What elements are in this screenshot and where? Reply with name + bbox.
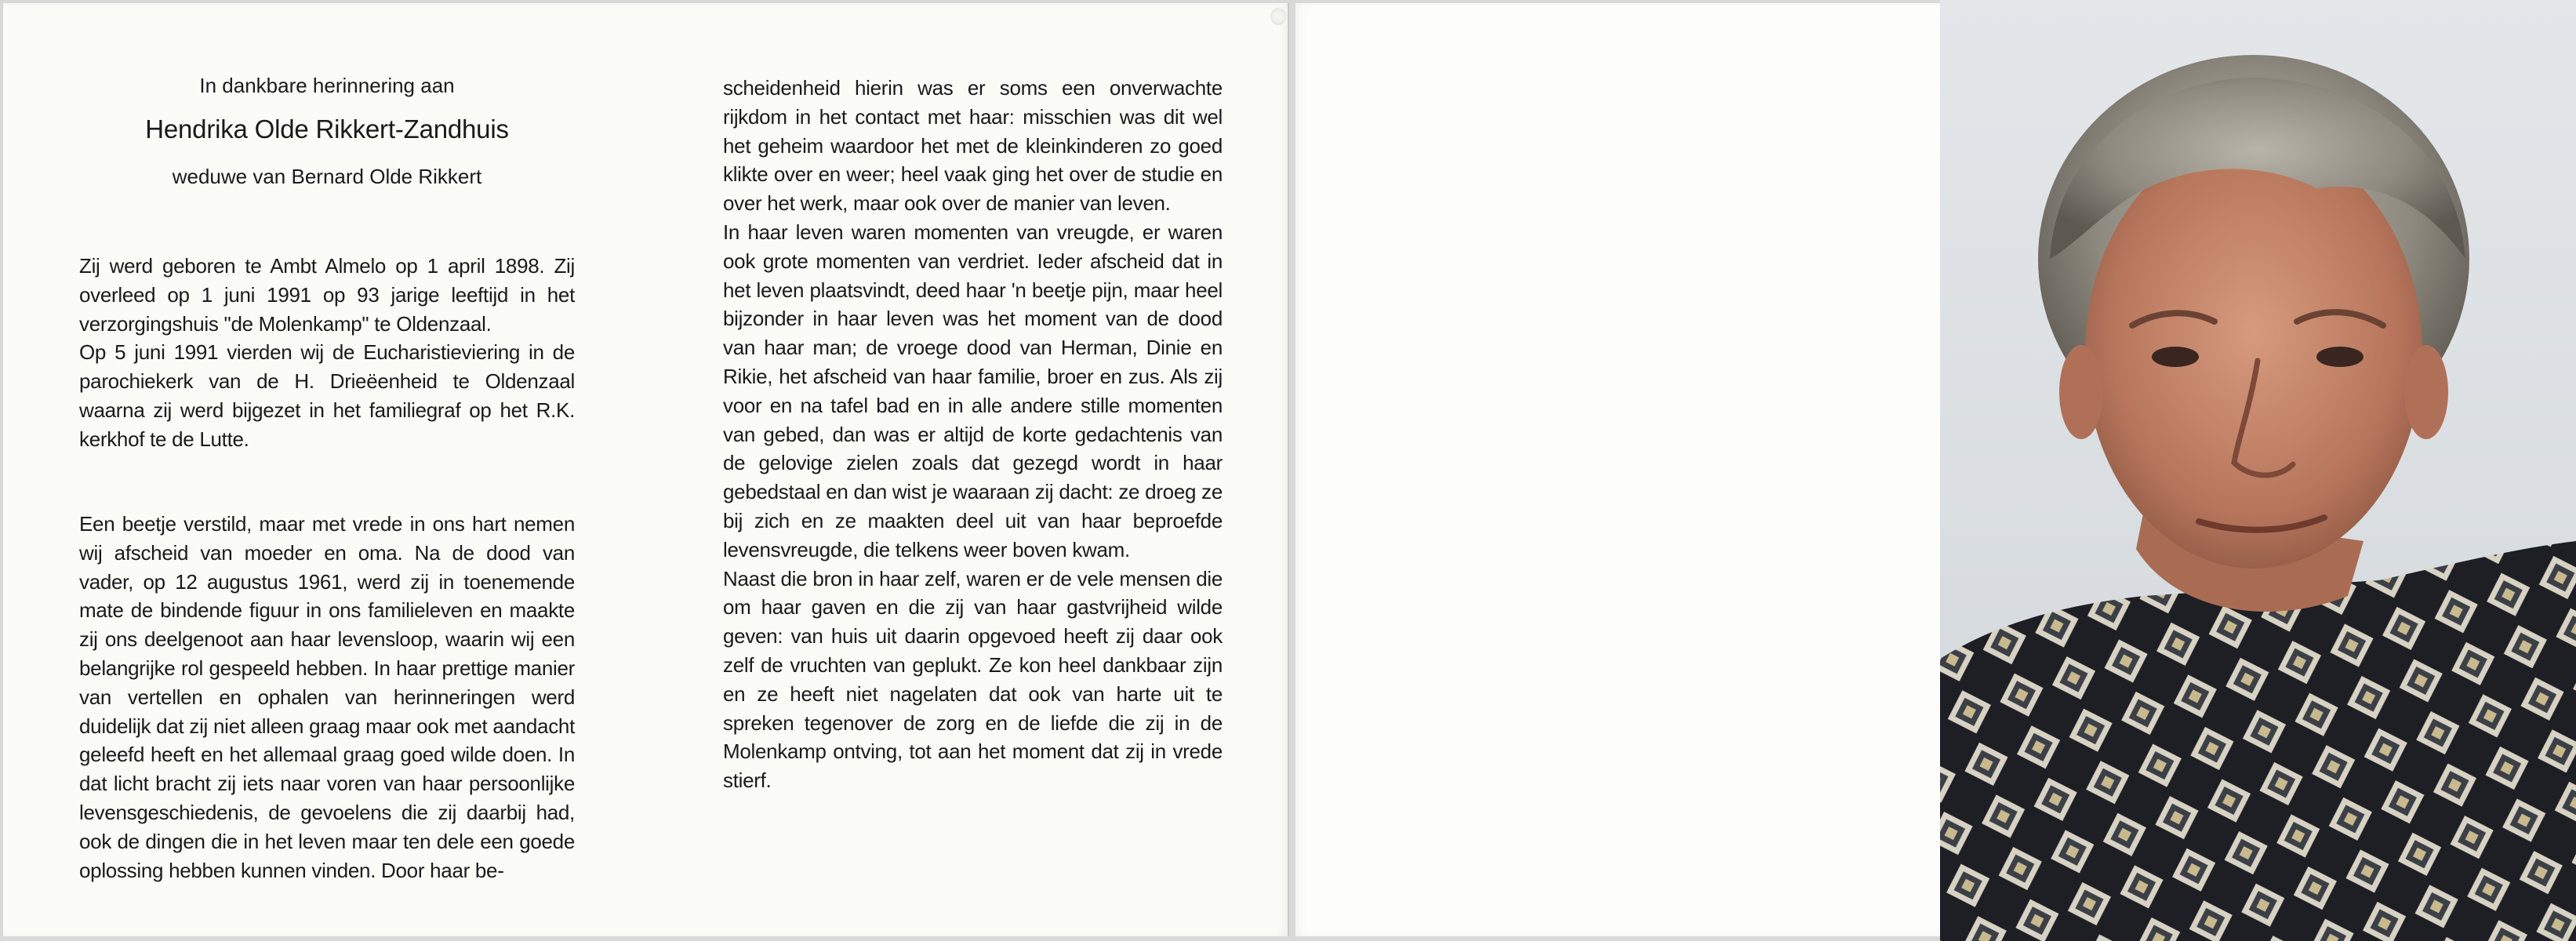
eulogy-text-2: scheidenheid hierin was er soms een onverwachte rijkdom in het contact met haar: misschien was dit wel het geheim waardoor het met de kleinkinderen zo goed klikte over en weer; heel vaak ging het over de studie en over het werk, maar ook over de manier van leven. — [723, 76, 1223, 216]
eulogy-text-1: Een beetje verstild, maar met vrede in ons hart nemen wij afscheid van moeder en oma. Na de dood van vader, op 12 augustus 1961, werd zij in toenemende mate de bindende figuur in ons familieleven en maakte zij ons deelgenoot aan haar levensloop, waarin wij een belangrijke rol gespeeld hebben. In haar prettige manier van vertellen en ophalen van herinneringen werd duidelijk dat zij niet alleen graag maar ook met aandacht geleefd heeft en het allemaal graag goed wilde doen. In dat licht bracht zij iets naar voren van haar persoonlijke levensgeschiedenis, de gevoelens die zij daarbij had, ook de dingen die in het leven maar ten dele een goede oplossing hebben kunnen vinden. Door haar be- — [79, 512, 575, 882]
text-column-right — [723, 74, 1223, 795]
fold-mark — [1270, 8, 1286, 25]
eulogy-paragraph-1 — [79, 510, 575, 885]
birth-text: Zij werd geboren te Ambt Almelo op 1 april 1898. Zij overleed op 1 juni 1991 op 93 jarige leeftijd in het verzorgingshuis "de Molenkamp" te Oldenzaal. — [79, 254, 575, 336]
eulogy-text-4: Naast die bron in haar zelf, waren er de vele mensen die om haar gaven en die zij van haar gastvrijheid wilde geven: van huis uit daarin opgevoed heeft zij daar ook zelf de vruchten van geplukt. Ze kon heel dankbaar zijn en ze heeft niet nagelaten dat ook van harte uit te spreken tegenover de zorg en de liefde die zij in de Molenkamp ontving, tot aan het moment dat zij in vrede stierf. — [723, 566, 1223, 793]
portrait-photo — [1940, 0, 2576, 941]
birth-paragraph — [79, 252, 575, 454]
spouse-line: weduwe van Bernard Olde Rikkert — [172, 165, 482, 188]
funeral-text: Op 5 juni 1991 vierden wij de Eucharistieviering in de parochiekerk van de H. Drieëenheid te Oldenzaal waarna zij werd bijgezet in het familiegraf op het R.K. kerkhof te de Lutte. — [79, 340, 575, 451]
card-left-panel — [3, 3, 1289, 936]
intro-line: In dankbare herinnering aan — [199, 74, 455, 97]
deceased-name: Hendrika Olde Rikkert-Zandhuis — [145, 114, 509, 144]
eulogy-text-3: In haar leven waren momenten van vreugde, er waren ook grote momenten van verdriet. Ieder afscheid dat in het leven plaatsvindt, deed haar 'n beetje pijn, maar heel bijzonder in haar leven was het moment van de dood van haar man; de vroege dood van Herman, Dinie en Rikie, het afscheid van haar familie, broer en zus. Als zij voor en na tafel bad en in alle andere stille momenten van gebed, dan was er altijd de korte gedachtenis van de gelovige zielen zoals dat gezegd wordt in haar gebedstaal en dan wist je waaraan zij dacht: ze droeg ze bij zich en ze maakten deel uit van haar beproefde levensvreugde, die telkens weer boven kwam. — [723, 220, 1223, 561]
portrait-illustration — [1940, 0, 2576, 941]
